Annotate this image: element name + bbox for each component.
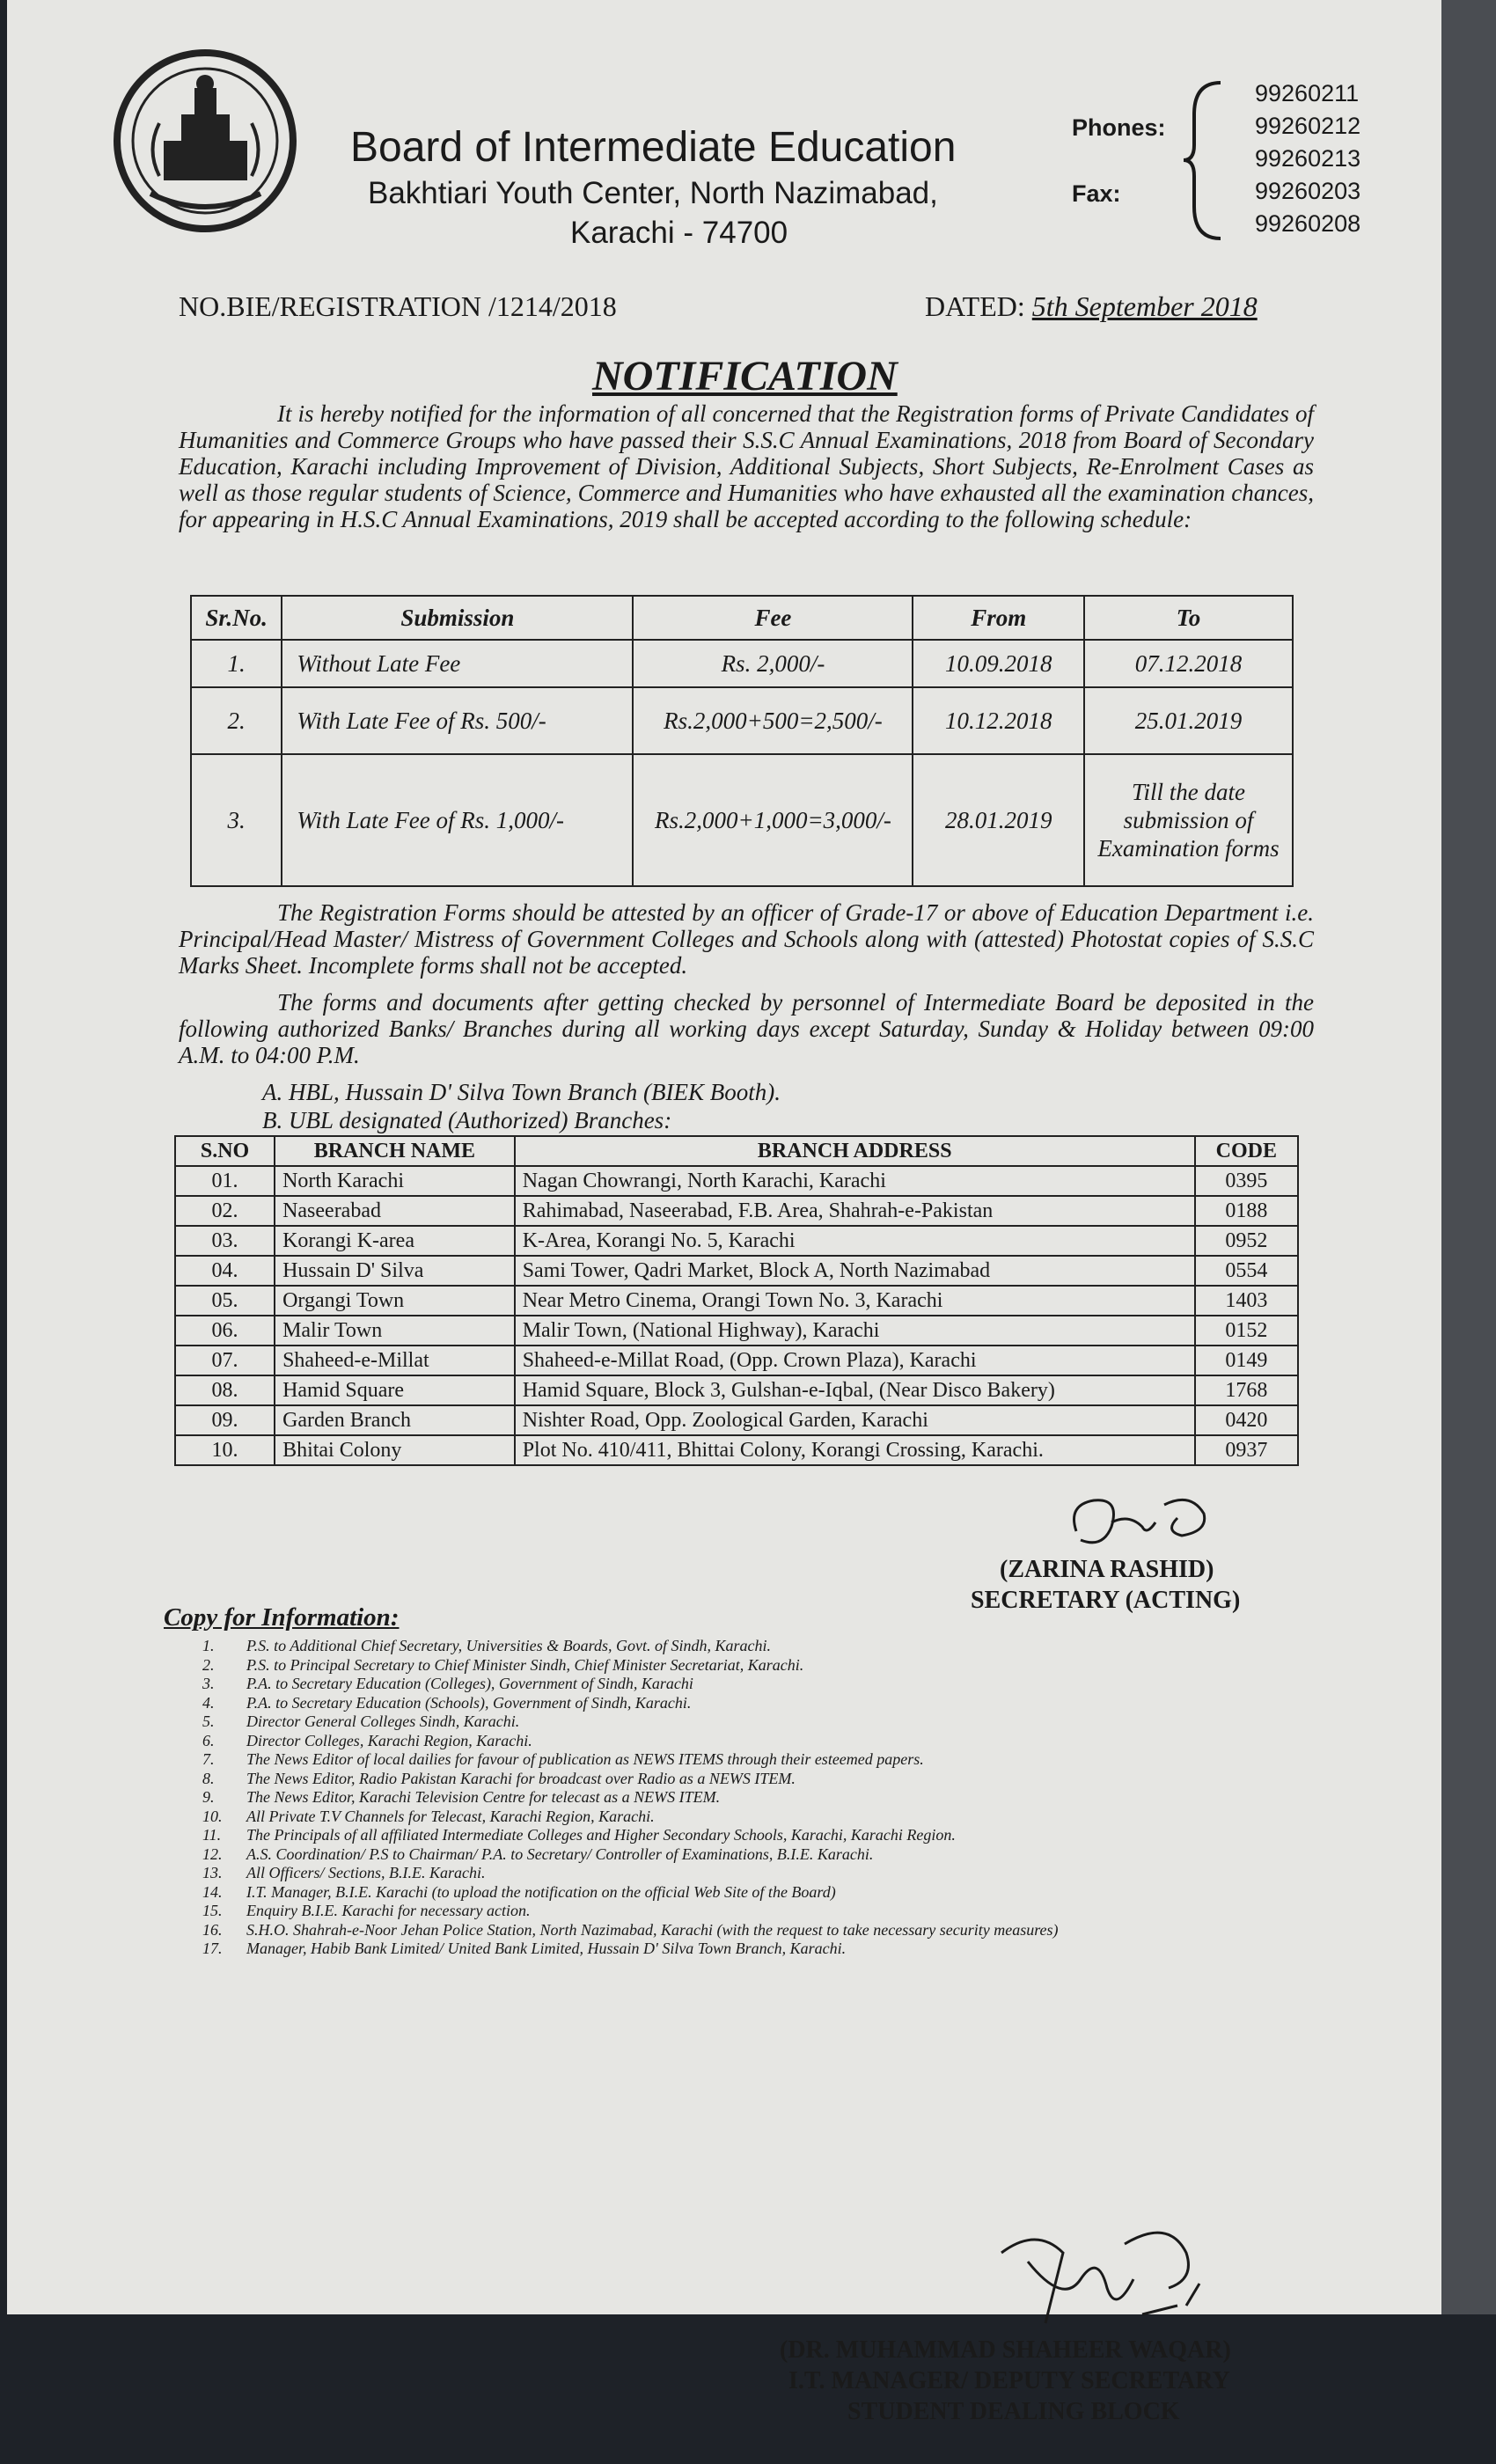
phone-number: 99260208 bbox=[1255, 210, 1361, 237]
attestation-paragraph: The Registration Forms should be attested by an officer of Grade-17 or above of Education Department i.e. Principal/Head Master/ Mistress of Government Colleges and Schools along with (attested) Photostat copies of S.S.C Marks Sheet. Incomplete forms shall not be accepted. bbox=[179, 899, 1314, 979]
list-item-number: 8. bbox=[202, 1769, 215, 1787]
table-row bbox=[175, 1166, 1298, 1196]
table-cell: 10. bbox=[175, 1435, 275, 1465]
list-item-number: 6. bbox=[202, 1731, 215, 1749]
table-cell: 1403 bbox=[1195, 1286, 1298, 1316]
table-row bbox=[191, 640, 1293, 687]
table-cell: 08. bbox=[175, 1375, 275, 1405]
phone-number: 99260212 bbox=[1255, 113, 1361, 139]
list-item-text: A.S. Coordination/ P.S to Chairman/ P.A. to Secretary/ Controller of Examinations, B.I.E. Karachi. bbox=[246, 1844, 874, 1863]
table-cell: 2. bbox=[191, 687, 282, 754]
table-cell: Hussain D' Silva bbox=[275, 1256, 515, 1286]
list-item-text: I.T. Manager, B.I.E. Karachi (to upload the notification on the official Web Site of the Board) bbox=[246, 1882, 836, 1901]
table-row bbox=[175, 1346, 1298, 1375]
org-address-line2: Karachi - 74700 bbox=[570, 216, 788, 250]
table-cell: With Late Fee of Rs. 1,000/- bbox=[282, 754, 633, 886]
list-item-text: Director General Colleges Sindh, Karachi. bbox=[246, 1712, 520, 1730]
table-cell: Sami Tower, Qadri Market, Block A, North Nazimabad bbox=[515, 1256, 1195, 1286]
table-cell: Without Late Fee bbox=[282, 640, 633, 687]
branches-table bbox=[174, 1135, 1299, 1466]
list-item-text: All Private T.V Channels for Telecast, Karachi Region, Karachi. bbox=[246, 1807, 655, 1825]
table-cell: Rs.2,000+1,000=3,000/- bbox=[633, 754, 913, 886]
table-cell: 0149 bbox=[1195, 1346, 1298, 1375]
table-cell: Malir Town bbox=[275, 1316, 515, 1346]
table-row bbox=[175, 1256, 1298, 1286]
table-row bbox=[175, 1375, 1298, 1405]
table-cell: Naseerabad bbox=[275, 1196, 515, 1226]
curly-brace-icon bbox=[1182, 79, 1226, 242]
column-header: Fee bbox=[633, 596, 913, 640]
list-item-text: Director Colleges, Karachi Region, Karachi. bbox=[246, 1731, 532, 1749]
table-cell: With Late Fee of Rs. 500/- bbox=[282, 687, 633, 754]
signatory2-name: (DR. MUHAMMAD SHAHEER WAQAR) bbox=[780, 2336, 1231, 2364]
table-cell: 1. bbox=[191, 640, 282, 687]
org-name: Board of Intermediate Education bbox=[350, 124, 957, 171]
list-item bbox=[202, 1826, 1258, 1845]
table-cell: 25.01.2019 bbox=[1084, 687, 1293, 754]
list-item bbox=[202, 1770, 1258, 1789]
list-item-number: 9. bbox=[202, 1788, 215, 1806]
table-cell: 04. bbox=[175, 1256, 275, 1286]
list-item-text: P.A. to Secretary Education (Colleges), Government of Sindh, Karachi bbox=[246, 1675, 693, 1692]
list-item bbox=[202, 1788, 1258, 1808]
table-row bbox=[175, 1435, 1298, 1465]
list-item bbox=[202, 1921, 1258, 1940]
reference-number: NO.BIE/REGISTRATION /1214/2018 bbox=[179, 290, 617, 322]
table-cell: 10.12.2018 bbox=[913, 687, 1083, 754]
column-header: S.NO bbox=[175, 1136, 275, 1166]
table-cell: Hamid Square bbox=[275, 1375, 515, 1405]
list-item bbox=[202, 1808, 1258, 1827]
list-item bbox=[202, 1883, 1258, 1903]
signature-icon bbox=[1059, 1487, 1235, 1558]
table-cell: 10.09.2018 bbox=[913, 640, 1083, 687]
column-header: Submission bbox=[282, 596, 633, 640]
list-item-text: Enquiry B.I.E. Karachi for necessary action. bbox=[246, 1902, 531, 1919]
table-cell: 0152 bbox=[1195, 1316, 1298, 1346]
column-header: BRANCH ADDRESS bbox=[515, 1136, 1195, 1166]
list-item-number: 2. bbox=[202, 1655, 215, 1674]
list-item bbox=[202, 1656, 1258, 1676]
table-row bbox=[175, 1196, 1298, 1226]
table-cell: 1768 bbox=[1195, 1375, 1298, 1405]
org-address-line1: Bakhtiari Youth Center, North Nazimabad, bbox=[368, 176, 938, 210]
list-item-number: 10. bbox=[202, 1807, 223, 1825]
list-item bbox=[202, 1694, 1258, 1713]
table-cell: 07. bbox=[175, 1346, 275, 1375]
phone-number: 99260213 bbox=[1255, 145, 1361, 172]
signature-icon bbox=[966, 2200, 1230, 2341]
list-item bbox=[202, 1637, 1258, 1656]
list-item bbox=[202, 1675, 1258, 1694]
column-header: CODE bbox=[1195, 1136, 1298, 1166]
table-cell: Till the date submission of Examination forms bbox=[1084, 754, 1293, 886]
table-row bbox=[191, 687, 1293, 754]
phone-number: 99260203 bbox=[1255, 178, 1361, 204]
table-cell: Rahimabad, Naseerabad, F.B. Area, Shahrah-e-Pakistan bbox=[515, 1196, 1195, 1226]
list-item-number: 17. bbox=[202, 1940, 223, 1957]
table-cell: 28.01.2019 bbox=[913, 754, 1083, 886]
table-cell: Korangi K-area bbox=[275, 1226, 515, 1256]
branches-header-row bbox=[175, 1136, 1298, 1166]
table-cell: 07.12.2018 bbox=[1084, 640, 1293, 687]
table-cell: Rs.2,000+500=2,500/- bbox=[633, 687, 913, 754]
list-item-text: The News Editor, Radio Pakistan Karachi for broadcast over Radio as a NEWS ITEM. bbox=[246, 1769, 796, 1787]
table-cell: North Karachi bbox=[275, 1166, 515, 1196]
list-item-text: P.S. to Principal Secretary to Chief Minister Sindh, Chief Minister Secretariat, Karachi. bbox=[246, 1655, 804, 1674]
scan-edge bbox=[1441, 0, 1496, 2314]
list-item bbox=[202, 1712, 1258, 1732]
table-cell: Bhitai Colony bbox=[275, 1435, 515, 1465]
table-cell: 09. bbox=[175, 1405, 275, 1435]
table-cell: Plot No. 410/411, Bhittai Colony, Korangi Crossing, Karachi. bbox=[515, 1435, 1195, 1465]
board-seal-icon bbox=[111, 44, 300, 246]
table-cell: 0554 bbox=[1195, 1256, 1298, 1286]
table-cell: 06. bbox=[175, 1316, 275, 1346]
list-item-text: Manager, Habib Bank Limited/ United Bank Limited, Hussain D' Silva Town Branch, Karachi. bbox=[246, 1940, 847, 1957]
list-item-number: 1. bbox=[202, 1637, 215, 1654]
table-cell: 0937 bbox=[1195, 1435, 1298, 1465]
phones-label: Phones: bbox=[1072, 114, 1166, 141]
list-item-number: 16. bbox=[202, 1920, 223, 1939]
list-item bbox=[202, 1902, 1258, 1921]
table-cell: 0952 bbox=[1195, 1226, 1298, 1256]
list-item-number: 5. bbox=[202, 1712, 215, 1730]
phone-number: 99260211 bbox=[1255, 80, 1360, 106]
table-cell: Organgi Town bbox=[275, 1286, 515, 1316]
table-cell: Garden Branch bbox=[275, 1405, 515, 1435]
list-item bbox=[202, 1845, 1258, 1865]
table-cell: Hamid Square, Block 3, Gulshan-e-Iqbal, (Near Disco Bakery) bbox=[515, 1375, 1195, 1405]
list-item-number: 4. bbox=[202, 1693, 215, 1712]
notification-heading: NOTIFICATION bbox=[592, 353, 898, 400]
signatory1-name: (ZARINA RASHID) bbox=[1000, 1556, 1214, 1583]
table-cell: Shaheed-e-Millat Road, (Opp. Crown Plaza), Karachi bbox=[515, 1346, 1195, 1375]
dated-line bbox=[925, 290, 1258, 323]
column-header: BRANCH NAME bbox=[275, 1136, 515, 1166]
bank-b: B. UBL designated (Authorized) Branches: bbox=[262, 1107, 672, 1133]
table-cell: Shaheed-e-Millat bbox=[275, 1346, 515, 1375]
schedule-header-row bbox=[191, 596, 1293, 640]
list-item-text: P.A. to Secretary Education (Schools), Government of Sindh, Karachi. bbox=[246, 1693, 692, 1712]
dated-value: 5th September 2018 bbox=[1031, 290, 1258, 322]
fax-label: Fax: bbox=[1072, 180, 1121, 207]
signatory2-title: I.T. MANAGER/ DEPUTY SECRETARY bbox=[788, 2367, 1230, 2394]
list-item-number: 3. bbox=[202, 1675, 215, 1692]
table-row bbox=[175, 1226, 1298, 1256]
list-item-text: All Officers/ Sections, B.I.E. Karachi. bbox=[246, 1864, 486, 1881]
copy-heading: Copy for Information: bbox=[164, 1603, 400, 1632]
table-cell: Nagan Chowrangi, North Karachi, Karachi bbox=[515, 1166, 1195, 1196]
copy-list bbox=[202, 1637, 1258, 1959]
table-cell: Near Metro Cinema, Orangi Town No. 3, Karachi bbox=[515, 1286, 1195, 1316]
table-cell: 02. bbox=[175, 1196, 275, 1226]
bank-a: A. HBL, Hussain D' Silva Town Branch (BIEK Booth). bbox=[262, 1079, 781, 1105]
signatory2-department: STUDENT DEALING BLOCK bbox=[847, 2398, 1180, 2425]
list-item-number: 11. bbox=[202, 1826, 222, 1844]
table-cell: Malir Town, (National Highway), Karachi bbox=[515, 1316, 1195, 1346]
table-row bbox=[175, 1286, 1298, 1316]
list-item-text: The News Editor of local dailies for favour of publication as NEWS ITEMS through their esteemed papers. bbox=[246, 1750, 924, 1768]
table-row bbox=[175, 1405, 1298, 1435]
intro-paragraph: It is hereby notified for the information of all concerned that the Registration forms of Private Candidates of Humanities and Commerce Groups who have passed their S.S.C Annual Examinations, 2018 from Board of Secondary Education, Karachi including Improvement of Division, Additional Subjects, Short Subjects, Re-Enrolment Cases as well as those regular students of Science, Commerce and Humanities who have exhausted all the examination chances, for appearing in H.S.C Annual Examinations, 2019 shall be accepted according to the following schedule: bbox=[179, 400, 1314, 532]
list-item-number: 12. bbox=[202, 1844, 223, 1863]
table-cell: 0188 bbox=[1195, 1196, 1298, 1226]
list-item-text: The Principals of all affiliated Intermediate Colleges and Higher Secondary Schools, Karachi, Karachi Region. bbox=[246, 1826, 956, 1844]
table-cell: K-Area, Korangi No. 5, Karachi bbox=[515, 1226, 1195, 1256]
list-item-number: 14. bbox=[202, 1882, 223, 1901]
list-item-text: The News Editor, Karachi Television Centre for telecast as a NEWS ITEM. bbox=[246, 1788, 721, 1806]
fee-schedule-table bbox=[190, 595, 1294, 887]
table-cell: 03. bbox=[175, 1226, 275, 1256]
table-cell: Nishter Road, Opp. Zoological Garden, Karachi bbox=[515, 1405, 1195, 1435]
list-item bbox=[202, 1940, 1258, 1959]
column-header: To bbox=[1084, 596, 1293, 640]
notification-page bbox=[7, 0, 1441, 2425]
table-cell: 3. bbox=[191, 754, 282, 886]
table-cell: 05. bbox=[175, 1286, 275, 1316]
column-header: From bbox=[913, 596, 1083, 640]
table-cell: 0420 bbox=[1195, 1405, 1298, 1435]
list-item-text: S.H.O. Shahrah-e-Noor Jehan Police Station, North Nazimabad, Karachi (with the request to take necessary security measures) bbox=[246, 1920, 1059, 1939]
table-row bbox=[175, 1316, 1298, 1346]
table-cell: Rs. 2,000/- bbox=[633, 640, 913, 687]
list-item bbox=[202, 1732, 1258, 1751]
column-header: Sr.No. bbox=[191, 596, 282, 640]
list-item bbox=[202, 1864, 1258, 1883]
list-item-number: 15. bbox=[202, 1902, 223, 1919]
dated-label: DATED: bbox=[925, 290, 1025, 322]
list-item-number: 7. bbox=[202, 1750, 215, 1768]
deposit-paragraph: The forms and documents after getting checked by personnel of Intermediate Board be deposited in the following authorized Banks/ Branches during all working days except Saturday, Sunday & Holiday between 09:00 A.M. to 04:00 P.M. bbox=[179, 989, 1314, 1068]
phone-numbers bbox=[1255, 77, 1360, 240]
list-item bbox=[202, 1750, 1258, 1770]
table-cell: 01. bbox=[175, 1166, 275, 1196]
list-item-text: P.S. to Additional Chief Secretary, Universities & Boards, Govt. of Sindh, Karachi. bbox=[246, 1637, 771, 1654]
table-cell: 0395 bbox=[1195, 1166, 1298, 1196]
list-item-number: 13. bbox=[202, 1864, 223, 1881]
signatory1-title: SECRETARY (ACTING) bbox=[971, 1587, 1241, 1614]
table-row bbox=[191, 754, 1293, 886]
